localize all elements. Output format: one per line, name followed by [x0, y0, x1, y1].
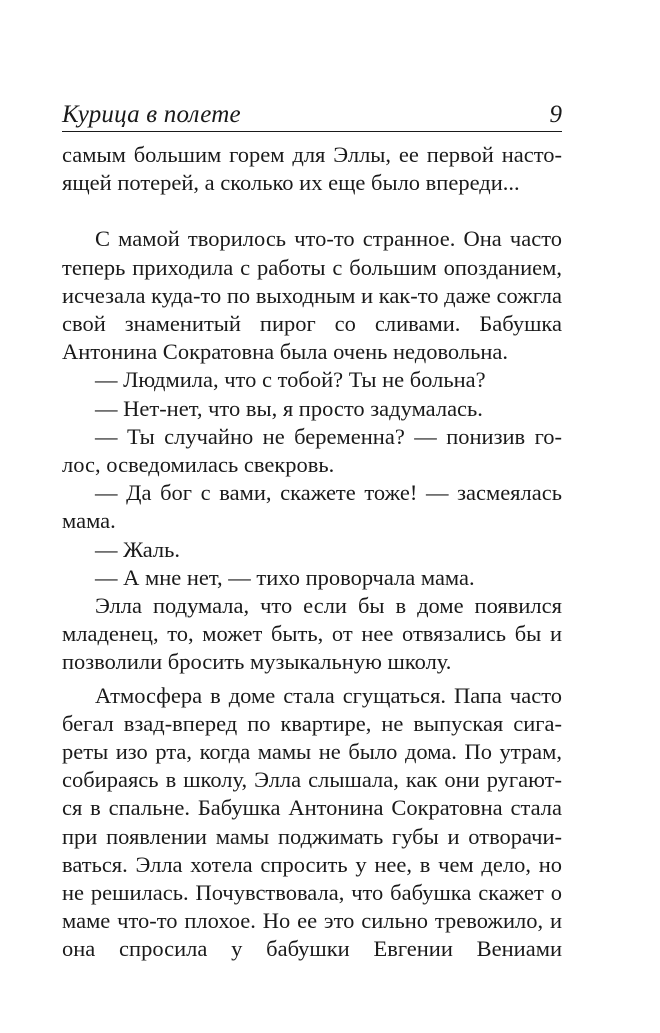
- paragraph: Элла подумала, что если бы в доме появился младенец, то, может быть, от нее отвязались бы и позволили бросить музыкальную школу.: [62, 593, 562, 675]
- dialogue-line: — Да бог с вами, скажете тоже! — засмеялась мама.: [62, 480, 562, 534]
- header-rule: [62, 131, 562, 132]
- paragraph: Атмосфера в доме стала сгущаться. Папа часто бегал взад-вперед по квартире, не выпуская сигареты изо рта, когда мамы не было дома. По утрам, собираясь в школу, Элла слышала, как они ругаются в спальне. Бабушка Антонина Сократовна стала при появлении мамы поджимать губы и отворачиваться. Элла хотела спросить у нее, в чем дело, но не решилась. Почувствовала, что бабушка скажет о маме что-то плохое. Но ее это сильно тревожило, и она спросила у бабушки Евгении Вениами: [62, 682, 562, 962]
- body-text: [62, 141, 562, 964]
- dialogue-line: — Нет-нет, что вы, я просто задумалась.: [95, 395, 483, 421]
- page-number: 9: [549, 101, 562, 128]
- dialogue-line: — Людмила, что с тобой? Ты не больна?: [95, 367, 486, 393]
- dialogue-line: — Ты случайно не беременна? — понизив голос, осведомилась свекровь.: [62, 423, 562, 478]
- paragraph: самым большим горем для Эллы, ее первой настоящей потерей, а сколько их еще было впереди...: [62, 142, 562, 196]
- paragraph: С мамой творилось что-то странное. Она часто теперь приходила с работы с большим опозданием, исчезала куда-то по выходным и как-то даже сожгла свой знаменитый пирог со сливами. Бабушка Антонина Сократовна была очень недовольна.: [62, 226, 562, 365]
- running-header: [62, 100, 562, 130]
- running-title: Курица в полете: [62, 101, 241, 128]
- dialogue-line: — А мне нет, — тихо проворчала мама.: [95, 564, 475, 590]
- dialogue-line: — Жаль.: [95, 536, 181, 562]
